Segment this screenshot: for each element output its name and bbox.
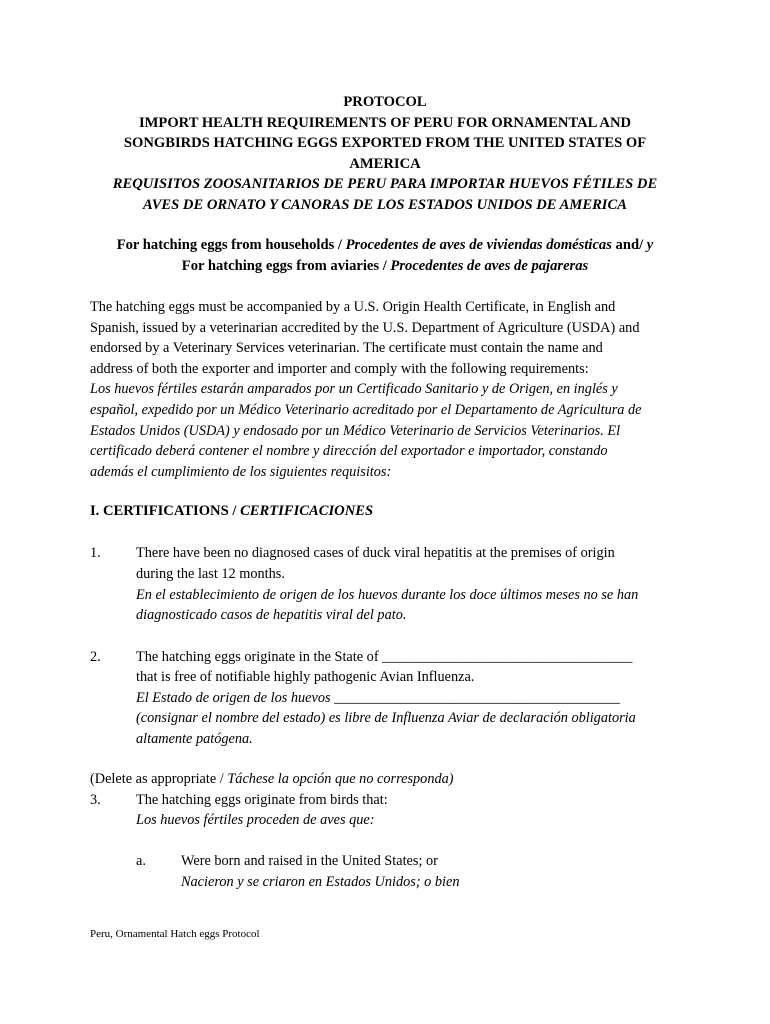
intro-es-line: Estados Unidos (USDA) y endosado por un Médico Veterinario de Servicios Veterinarios. El — [90, 422, 621, 439]
scope-subtitle — [90, 235, 680, 277]
intro-es-line: Los huevos fértiles estarán amparados por un Certificado Sanitario y de Origen, en inglés y — [90, 381, 618, 398]
delete-note-en: (Delete as appropriate / — [90, 771, 228, 787]
aviaries-line — [90, 256, 680, 277]
households-line — [90, 235, 680, 256]
item-3a-en: Were born and raised in the United States; or — [181, 853, 438, 869]
delete-note — [90, 769, 454, 790]
and-es: y — [646, 237, 654, 253]
title-line-4: AMERICA — [349, 155, 421, 172]
item-3a-es: Nacieron y se criaron en Estados Unidos; o bien — [181, 874, 460, 890]
section-heading-es: CERTIFICACIONES — [240, 503, 374, 519]
item-1-es-line-2: diagnosticado casos de hepatitis viral del pato. — [136, 607, 407, 623]
title-line-3: SONGBIRDS HATCHING EGGS EXPORTED FROM THE UNITED STATES OF — [123, 135, 647, 152]
item-2-es-line-2: (consignar el nombre del estado) es libre de Influenza Aviar de declaración obligatoria — [136, 710, 636, 726]
title-line-2: IMPORT HEALTH REQUIREMENTS OF PERU FOR ORNAMENTAL AND — [138, 114, 632, 131]
title-line-1: PROTOCOL — [343, 94, 427, 110]
intro-paragraph — [90, 297, 690, 482]
spanish-title-line-1: REQUISITOS ZOOSANITARIOS DE PERU PARA IMPORTAR HUEVOS FÉTILES DE — [112, 176, 658, 193]
item-1-en-line-1: There have been no diagnosed cases of duck viral hepatitis at the premises of origin — [136, 545, 615, 561]
item-2-en-line-2: that is free of notifiable highly pathogenic Avian Influenza. — [136, 669, 475, 685]
item-1-number: 1. — [90, 545, 101, 561]
intro-en-line: The hatching eggs must be accompanied by a U.S. Origin Health Certificate, in English and — [90, 299, 616, 315]
aviaries-es: Procedentes de aves de pajareras — [390, 258, 589, 274]
item-2-en-line-1: The hatching eggs originate in the State of ___________________________________ — [136, 649, 633, 665]
intro-es-line: español, expedido por un Médico Veterinario acreditado por el Departamento de Agricultura de — [90, 401, 642, 418]
intro-es-line: además el cumplimiento de los siguientes requisitos: — [90, 463, 392, 480]
intro-en-line: address of both the exporter and importer and comply with the following requirements: — [90, 360, 589, 377]
intro-es-line: certificado deberá contener el nombre y dirección del exportador e importador, constando — [90, 443, 608, 460]
aviaries-en: For hatching eggs from aviaries / — [181, 258, 391, 274]
item-3-number: 3. — [90, 792, 101, 808]
section-heading-certifications — [90, 503, 373, 520]
intro-en-line: endorsed by a Veterinary Services veterinarian. The certificate must contain the name and — [90, 340, 603, 357]
item-1-en-line-2: during the last 12 months. — [136, 566, 285, 582]
item-1-es-line-1: En el establecimiento de origen de los huevos durante los doce últimos meses no se han — [136, 587, 639, 603]
item-2-number: 2. — [90, 649, 101, 665]
document-title — [90, 92, 680, 216]
section-heading-en: I. CERTIFICATIONS / — [90, 503, 241, 519]
intro-en-line: Spanish, issued by a veterinarian accredited by the U.S. Department of Agriculture (USDA) and — [90, 319, 640, 336]
item-3-es: Los huevos fértiles proceden de aves que: — [136, 812, 375, 828]
spanish-title-line-2: AVES DE ORNATO Y CANORAS DE LOS ESTADOS UNIDOS DE AMERICA — [143, 196, 627, 213]
item-2-es-line-3: altamente patógena. — [136, 731, 253, 747]
item-2-es-line-1: El Estado de origen de los huevos ________________________________________ — [136, 690, 621, 706]
item-3-en: The hatching eggs originate from birds that: — [136, 792, 388, 808]
item-3a-letter: a. — [136, 853, 146, 869]
households-en: For hatching eggs from households / — [116, 237, 346, 253]
and-en: and/ — [611, 237, 647, 253]
households-es: Procedentes de aves de viviendas domésticas — [345, 237, 612, 253]
page-footer: Peru, Ornamental Hatch eggs Protocol — [90, 928, 260, 940]
delete-note-es: Táchese la opción que no corresponda) — [227, 771, 454, 787]
